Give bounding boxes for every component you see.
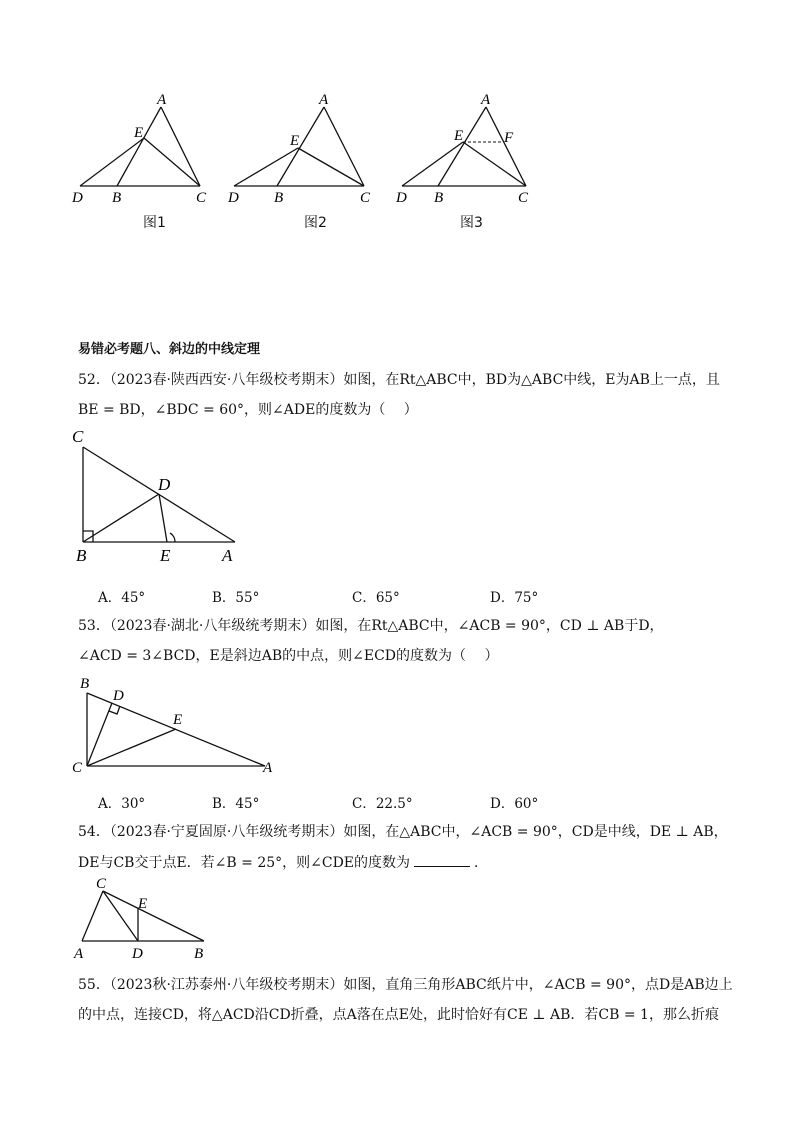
q52-option-d[interactable]: D．75° — [490, 590, 539, 606]
label-D: D — [158, 475, 171, 494]
q55-text-line2: 的中点，连接CD，将△ACD沿CD折叠，点A落在点E处，此时恰好有CE ⊥ AB．若CB = 1，那么折痕 — [78, 1007, 719, 1023]
q54-period: ． — [474, 855, 489, 871]
q54-question: DE与CB交于点E．若∠B = 25°，则∠CDE的度数为 — [78, 855, 411, 871]
label-D: D — [132, 946, 143, 962]
label-D: D — [113, 688, 124, 704]
label-C: C — [72, 760, 83, 776]
label-B: B — [274, 190, 284, 206]
q52-option-a[interactable]: A．45° — [98, 590, 146, 606]
q53-text-line1: 53．（2023春·湖北·八年级统考期末）如图，在Rt△ABC中，∠ACB = 90°，CD ⊥ AB于D， — [78, 618, 664, 634]
q54-figure — [70, 875, 220, 965]
q53-text-line2: ∠ACD = 3∠BCD，E是斜边AB的中点，则∠ECD的度数为（ ） — [78, 648, 499, 664]
label-E: E — [160, 546, 171, 565]
q52-text-line1: 52．（2023春·陕西西安·八年级校考期末）如图，在Rt△ABC中，BD为△ABC中线，E为AB上一点，且 — [78, 372, 720, 388]
q53-figure — [65, 670, 295, 780]
figure-3 — [390, 90, 560, 230]
label-C: C — [196, 190, 207, 206]
section-heading: 易错必考题八、斜边的中线定理 — [78, 342, 261, 357]
label-D: D — [396, 190, 407, 206]
label-B: B — [434, 190, 444, 206]
figure-1-caption: 图1 — [143, 215, 166, 231]
q53-option-c[interactable]: C．22.5° — [352, 796, 413, 812]
figure-1 — [60, 90, 230, 230]
label-E: E — [138, 896, 148, 912]
q53-option-b[interactable]: B．45° — [212, 796, 260, 812]
label-E: E — [134, 125, 144, 141]
q52-option-c[interactable]: C．65° — [352, 590, 400, 606]
label-D: D — [228, 190, 239, 206]
figure-2-caption: 图2 — [304, 215, 327, 231]
q52-text-line2: BE = BD，∠BDC = 60°，则∠ADE的度数为（ ） — [78, 402, 418, 418]
q52-option-b[interactable]: B．55° — [212, 590, 260, 606]
label-B: B — [112, 190, 122, 206]
label-D: D — [72, 190, 83, 206]
label-B: B — [80, 676, 90, 692]
label-B: B — [194, 946, 204, 962]
figure-2 — [220, 90, 390, 230]
q54-text-line2 — [78, 852, 488, 873]
label-A: A — [157, 92, 167, 108]
label-C: C — [360, 190, 371, 206]
label-C: C — [72, 427, 84, 446]
figure-3-caption: 图3 — [460, 215, 483, 231]
q52-figure — [65, 425, 265, 565]
q55-text-line1: 55．（2023秋·江苏泰州·八年级校考期末）如图，直角三角形ABC纸片中，∠ACB = 90°，点D是AB边上 — [78, 977, 733, 993]
q54-text-line1: 54．（2023春·宁夏固原·八年级统考期末）如图，在△ABC中，∠ACB = 90°，CD是中线，DE ⊥ AB， — [78, 824, 728, 840]
label-E: E — [290, 133, 300, 149]
q54-answer-blank[interactable] — [414, 852, 470, 867]
label-A: A — [319, 92, 329, 108]
label-A: A — [263, 760, 273, 776]
label-E: E — [173, 712, 183, 728]
q53-option-d[interactable]: D．60° — [490, 796, 539, 812]
q53-option-a[interactable]: A．30° — [98, 796, 146, 812]
label-A: A — [74, 946, 84, 962]
label-A: A — [222, 546, 233, 565]
label-E: E — [454, 128, 464, 144]
label-F: F — [504, 130, 514, 146]
label-B: B — [76, 546, 87, 565]
label-A: A — [481, 92, 491, 108]
label-C: C — [96, 876, 107, 892]
label-C: C — [518, 190, 529, 206]
